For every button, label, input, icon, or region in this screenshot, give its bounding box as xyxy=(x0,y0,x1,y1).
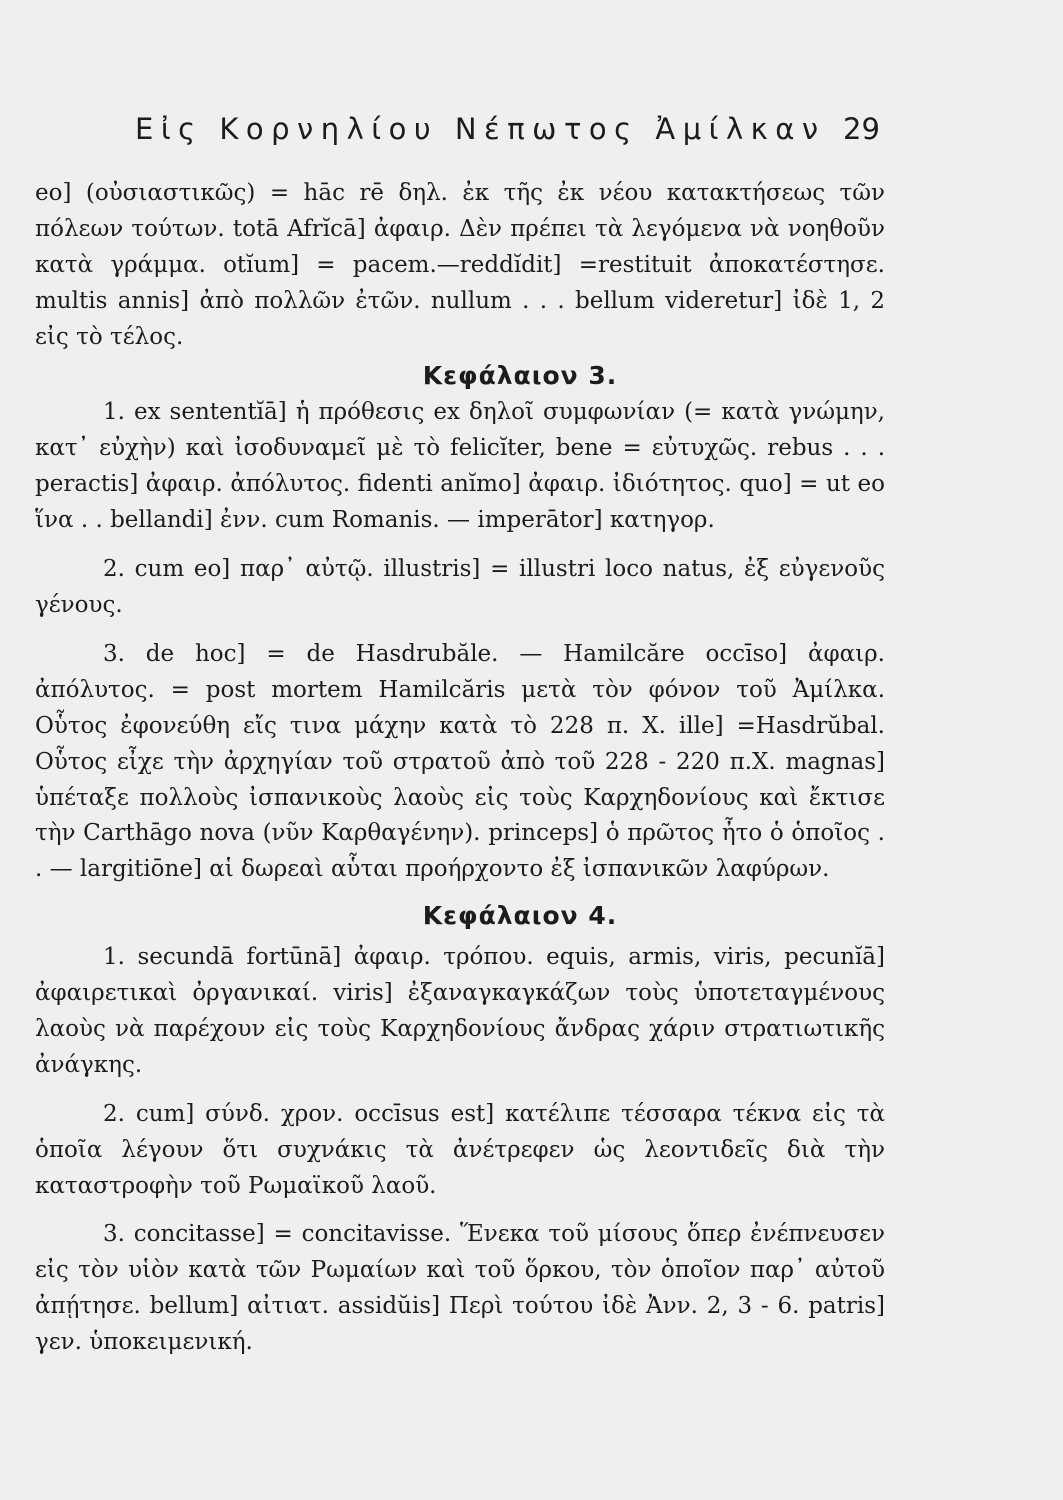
ch4-note-2: 2. cum] σύνδ. χρον. occīsus est] κατέλιπε τέσσαρα τέκνα εἰς τὰ ὁποῖα λέγουν ὅτι συχνάκις τὰ ἀνέτρεφεν ὡς λεοντιδεῖς διὰ τὴν καταστροφὴν τοῦ Ρωμαϊκοῦ λαοῦ. xyxy=(35,1100,885,1199)
commentary-notes xyxy=(35,176,885,1361)
ch3-note-1: 1. ex sententĭā] ἡ πρόθεσις ex δηλοῖ συμφωνίαν (= κατὰ γνώμην, κατ᾽ εὐχὴν) καὶ ἰσοδυναμεῖ μὲ τὸ felicĭter, bene = εὐτυχῶς. rebus . . . peractis] ἀφαιρ. ἀπόλυτος. fidenti anĭmo] ἀφαιρ. ἰδιότητος. quo] = ut eo ἵνα . . bellandi] ἐνν. cum Romanis. — imperātor] κατηγορ. xyxy=(35,399,885,534)
page-header xyxy=(0,112,1063,156)
running-title: Εἰς Κορνηλίου Νέπωτος Ἀμίλκαν xyxy=(135,112,826,146)
chapter-4-heading: Κεφάλαιον 4. xyxy=(422,901,618,931)
ch4-note-3: 3. concitasse] = concitavisse. Ἕνεκα τοῦ μίσους ὅπερ ἐνέπνευσεν εἰς τὸν υἱὸν κατὰ τῶν Ρωμαίων καὶ τοῦ ὅρκου, τὸν ὁποῖον παρ᾽ αὐτοῦ ἀπῄτησε. bellum] αἰτιατ. assidŭis] Περὶ τούτου ἰδὲ Ἀνν. 2, 3 - 6. patris] γεν. ὑποκειμενική. xyxy=(35,1221,885,1356)
page-number: 29 xyxy=(843,112,880,146)
chapter-3-heading: Κεφάλαιον 3. xyxy=(422,360,618,390)
ch4-note-1: 1. secundā fortūnā] ἀφαιρ. τρόπου. equis, armis, viris, pecunĭā] ἀφαιρετικαὶ ὀργανικαί. viris] ἐξαναγκαγκάζων τοὺς ὑποτεταγμένους λαοὺς νὰ παρέχουν εἰς τοὺς Καρχηδονίους ἄνδρας χάριν στρατιωτικῆς ἀνάγκης. xyxy=(35,944,885,1078)
ch3-note-2: 2. cum eo] παρ᾽ αὐτῷ. illustris] = illustri loco natus, ἐξ εὐγενοῦς γένους. xyxy=(35,556,885,618)
ch3-note-3: 3. de hoc] = de Hasdrubăle. — Hamilcăre occīso] ἀφαιρ. ἀπόλυτος. = post mortem Hamilcăris μετὰ τὸν φόνον τοῦ Ἀμίλκα. Οὗτος ἐφονεύθη εἴς τινα μάχην κατὰ τὸ 228 π. Χ. ille] =Hasdrŭbal. Οὗτος εἶχε τὴν ἀρχηγίαν τοῦ στρατοῦ ἀπὸ τοῦ 228 - 220 π.Χ. magnas] ὑπέταξε πολλοὺς ἰσπανικοὺς λαοὺς εἰς τοὺς Καρχηδονίους καὶ ἔκτισε τὴν Carthāgo nova (νῦν Καρθαγένην). princeps] ὁ πρῶτος ἦτο ὁ ὁποῖος . . — largitiōne] αἱ δωρεαὶ αὗται προήρχοντο ἐξ ἰσπανικῶν λαφύρων. xyxy=(35,640,885,883)
intro-paragraph: eo] (οὐσιαστικῶς) = hāc rē δηλ. ἐκ τῆς ἐκ νέου κατακτήσεως τῶν πόλεων τούτων. totā Afrĭcā] ἀφαιρ. Δὲν πρέπει τὰ λεγόμενα νὰ νοηθοῦν κατὰ γράμμα. otĭum] = pacem.—reddĭdit] =restituit ἀποκατέστησε. multis annis] ἀπὸ πολλῶν ἐτῶν. nullum . . . bellum videretur] ἰδὲ 1, 2 εἰς τὸ τέλος. xyxy=(35,180,885,350)
